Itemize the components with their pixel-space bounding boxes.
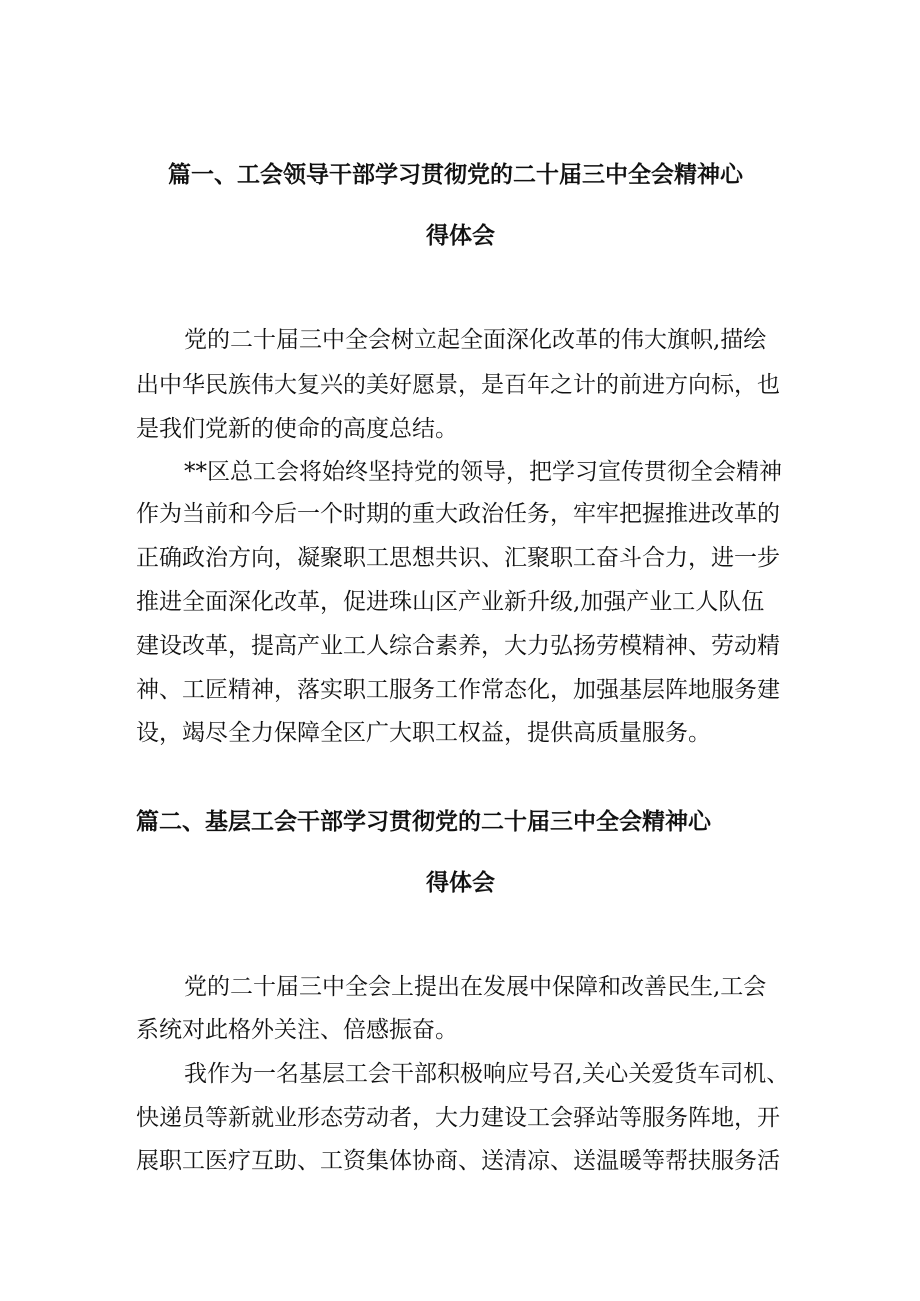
section1-p2-line4: 推进全面深化改革，促进珠山区产业新升级,加强产业工人队伍: [136, 589, 765, 615]
section1-title-line2: 得体会: [426, 222, 495, 249]
section1-p2-line7: 设，竭尽全力保障全区广大职工权益，提供高质量服务。: [136, 720, 711, 746]
section1-p2-line1: **区总工会将始终坚持党的领导，把学习宣传贯彻全会精神: [184, 459, 782, 485]
section1-p1-line2: 出中华民族伟大复兴的美好愿景，是百年之计的前进方向标，也: [136, 372, 780, 398]
section1-p2-line6: 神、工匠精神，落实职工服务工作常态化，加强基层阵地服务建: [136, 677, 780, 703]
section1-p2-line5: 建设改革，提高产业工人综合素养，大力弘扬劳模精神、劳动精: [136, 633, 780, 659]
section1-p1-line3: 是我们党新的使命的高度总结。: [136, 416, 458, 442]
section2-p2-line1: 我作为一名基层工会干部积极响应号召,关心关爱货车司机、: [184, 1061, 790, 1087]
section1-p2-line2: 作为当前和今后一个时期的重大政治任务，牢牢把握推进改革的: [136, 501, 780, 527]
section2-p2-line2: 快递员等新就业形态劳动者，大力建设工会驿站等服务阵地，开: [136, 1105, 780, 1131]
section2-p1-line2: 系统对此格外关注、倍感振奋。: [136, 1017, 458, 1043]
section2-p2-line3: 展职工医疗互助、工资集体协商、送清凉、送温暖等帮扶服务活: [136, 1148, 780, 1174]
section1-p2-line3: 正确政治方向，凝聚职工思想共识、汇聚职工奋斗合力，进一步: [136, 545, 780, 571]
section2-p1-line1: 党的二十届三中全会上提出在发展中保障和改善民生,工会: [184, 974, 767, 1000]
section2-title-line2: 得体会: [426, 869, 495, 896]
section2-title-line1: 篇二、基层工会干部学习贯彻党的二十届三中全会精神心: [136, 808, 711, 835]
section1-p1-line1: 党的二十届三中全会树立起全面深化改革的伟大旗帜,描绘: [184, 327, 767, 353]
section1-title-line1: 篇一、工会领导干部学习贯彻党的二十届三中全会精神心: [168, 161, 743, 188]
